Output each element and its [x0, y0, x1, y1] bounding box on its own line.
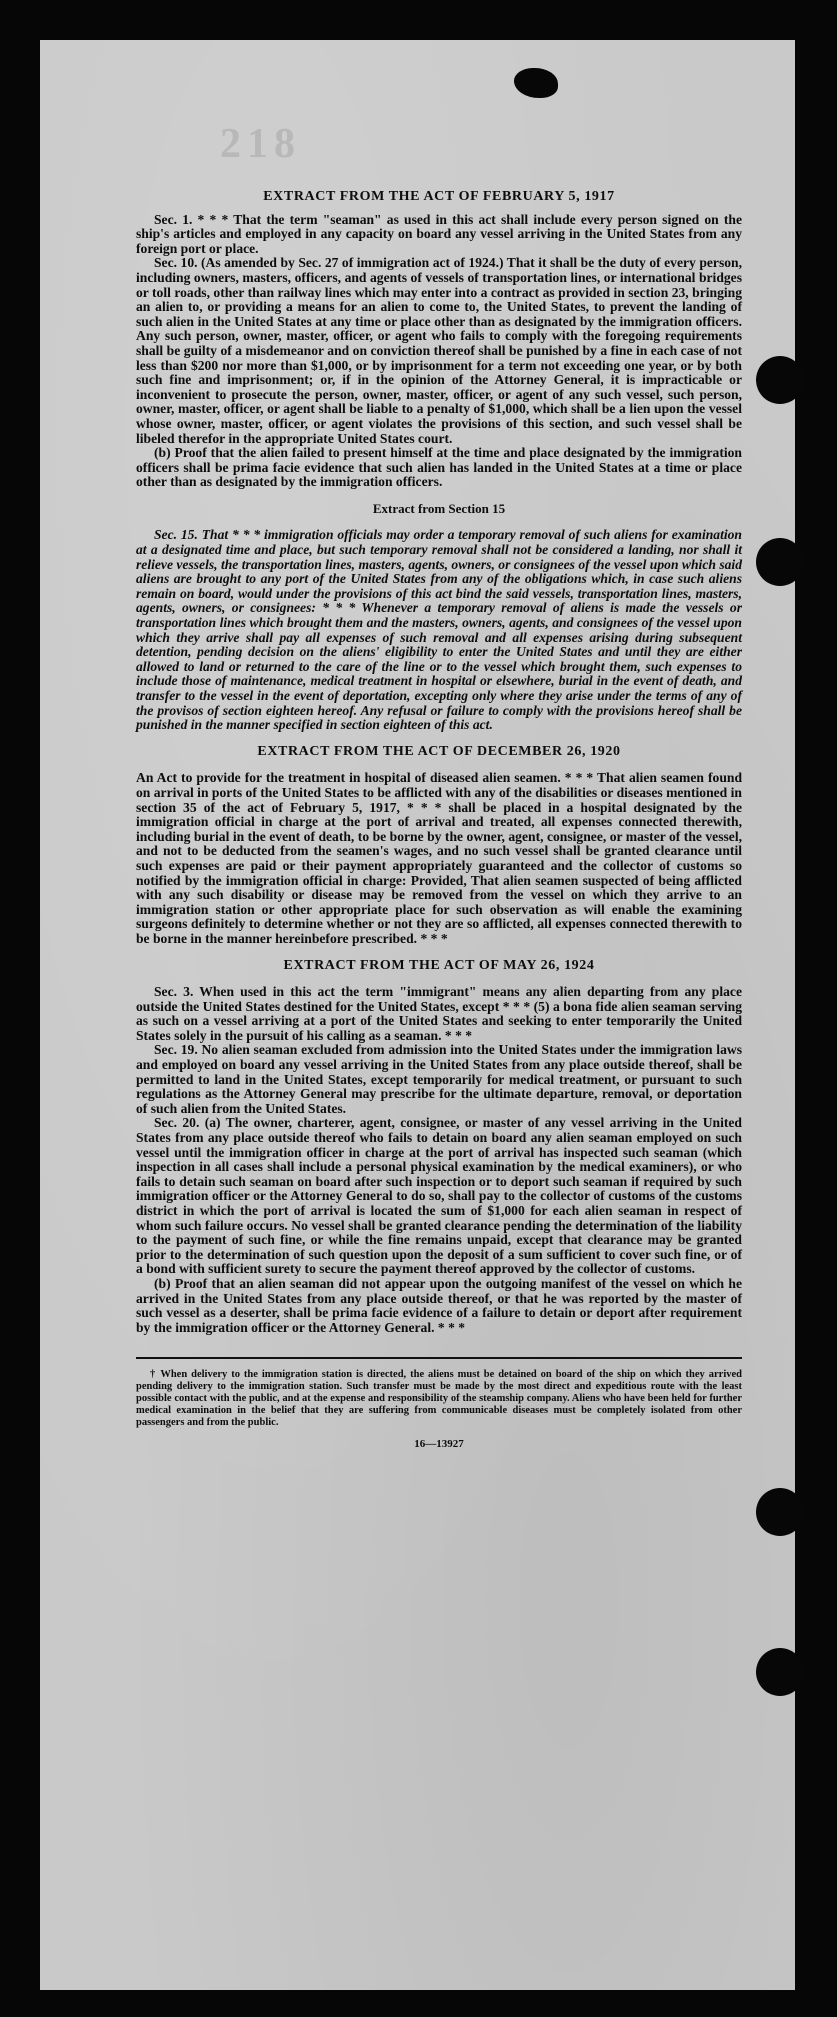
paragraph-act-1920: An Act to provide for the treatment in hospital of diseased alien seamen. * * * That alien seamen found on arrival in ports of the United States to be afflicted with any of the disabilities or diseases mentioned in section 35 of the act of February 5, 1917, * * * shall be placed in a hospital designated by the immigration official in charge at the port of arrival and treated, all expenses connected therewith, including burial in the event of death, to be borne by the owner, agent, consignee, or master of the vessel, and not to be deducted from the seamen's wages, and no such vessel shall be granted clearance until such expenses are paid or their payment appropriately guaranteed and the collector of customs so notified by the immigration official in charge: Provided, That alien seamen suspected of being afflicted with any such disability or disease may be removed from the vessel on which they arrive to an immigration station or other appropriate place for such observation as will enable the examining surgeons definitely to determine whether or not they are so afflicted, all expenses connected therewith to be borne in the manner hereinbefore prescribed. * * * — [136, 770, 742, 946]
footnote: † When delivery to the immigration station is directed, the aliens must be detained on board of the ship on which they arrived pending delivery to the immigration station. Such transfer must be made by the most direct and expeditious route with the least possible contact with the public, and at the expense and responsibility of the steamship company. Aliens who have been held for further medical examination in the belief that they are suffering from communicable diseases must be completely isolated from other passengers and from the public. — [136, 1369, 742, 1429]
punch-hole-1 — [756, 356, 804, 404]
paragraph-sec-3: Sec. 3. When used in this act the term "immigrant" means any alien departing from any place outside the United States destined for the United States, except * * * (5) a bona fide alien seaman serving as such on a vessel arriving at a port of the United States and seeking to enter temporarily the United States solely in the pursuit of his calling as a seaman. * * * — [136, 984, 742, 1043]
punch-hole-3 — [756, 1488, 804, 1536]
paragraph-sec-19: Sec. 19. No alien seaman excluded from admission into the United States under the immigration laws and employed on board any vessel arriving in the United States from any place outside thereof, shall be permitted to land in the United States, except temporarily for medical treatment, or pursuant to such regulations as the Attorney General may prescribe for the ultimate departure, removal, or deportation of such alien from the United States. — [136, 1042, 742, 1116]
ink-blot — [514, 68, 558, 98]
section-heading-1920: EXTRACT FROM THE ACT OF DECEMBER 26, 1920 — [257, 743, 621, 759]
document-body — [136, 190, 742, 1452]
punch-hole-4 — [756, 1648, 804, 1696]
paragraph-sec-10: Sec. 10. (As amended by Sec. 27 of immigration act of 1924.) That it shall be the duty of every person, including owners, masters, officers, and agents of vessels of transportation lines, or international bridges or toll roads, other than railway lines which may enter into a contract as provided in section 23, bringing an alien to, or providing a means for an alien to come to, the United States, to prevent the landing of such alien in the United States at any time or place other than as designated by the immigration officers. Any such person, owner, master, officer, or agent who fails to comply with the foregoing requirements shall be guilty of a misdemeanor and on conviction thereof shall be punished by a fine in each case of not less than $200 nor more than $1,000, or by imprisonment for a term not exceeding one year, or by both such fine and imprisonment; or, if in the opinion of the Attorney General, it is impracticable or inconvenient to prosecute the person, owner, master, officer, or agent of any such vessel, such person, owner, master, officer, or agent shall be liable to a penalty of $1,000, which shall be a lien upon the vessel whose owner, master, officer, or agent violates the provisions of this section, and such vessel shall be libeled therefor in the appropriate United States court. — [136, 255, 742, 446]
paragraph-sec-10b: (b) Proof that the alien failed to present himself at the time and place designated by the immigration officers shall be prima facie evidence that such alien has landed in the United States at a time or place other than as designated by the immigration officers. — [136, 445, 742, 490]
punch-hole-2 — [756, 538, 804, 586]
section-heading-1917: EXTRACT FROM THE ACT OF FEBRUARY 5, 1917 — [263, 189, 615, 204]
ghost-page-number: 218 — [220, 121, 301, 167]
paragraph-sec-15: Sec. 15. That * * * immigration officials may order a temporary removal of such aliens for examination at a designated time and place, but such temporary removal shall not be considered a landing, nor shall it relieve vessels, the transportation lines, masters, agents, owners, or consignees of the vessel upon which said aliens are brought to any port of the United States from any of the obligations which, in case such aliens remain on board, would under the provisions of this act bind the said vessels, transportation lines, masters, agents, owners, or consignees: * * * Whenever a temporary removal of aliens is made the vessels or transportation lines which brought them and the masters, owners, agents, and consignees of the vessel upon which they arrive shall pay all expenses of such removal and all expenses arising during subsequent detention, pending decision on the aliens' eligibility to enter the United States and until they are either allowed to land or returned to the care of the line or to the vessel which brought them, such expenses to include those of maintenance, medical treatment in hospital or elsewhere, burial in the event of death, and transfer to the vessel in the event of deportation, excepting only where they arise under the terms of any of the provisos of section eighteen hereof. Any refusal or failure to comply with the provisions hereof shall be punished in the manner specified in section eighteen of this act. — [136, 527, 742, 733]
document-page — [40, 40, 795, 1990]
paragraph-sec-20a: Sec. 20. (a) The owner, charterer, agent, consignee, or master of any vessel arriving in the United States from any place outside thereof who fails to detain on board any alien seaman employed on such vessel until the immigration officer in charge at the port of arrival has inspected such seaman (which inspection in all cases shall include a personal physical examination by the medical examiners), or who fails to detain such seaman on board after such inspection or to deport such seaman if required by such immigration officer or the Attorney General to do so, shall pay to the collector of customs of the customs district in which the port of arrival is located the sum of $1,000 for each alien seaman in respect of whom such failure occurs. No vessel shall be granted clearance pending the determination of the liability to the payment of such fine, or while the fine remains unpaid, except that clearance may be granted prior to the determination of such question upon the deposit of a sum sufficient to cover such fine, or of a bond with sufficient surety to secure the payment thereof approved by the collector of customs. — [136, 1115, 742, 1277]
paragraph-sec-1: Sec. 1. * * * That the term "seaman" as used in this act shall include every person signed on the ship's articles and employed in any capacity on board any vessel arriving in the United States from any foreign port or place. — [136, 211, 742, 256]
section-heading-sec-15: Extract from Section 15 — [372, 500, 506, 516]
section-heading-1924: EXTRACT FROM THE ACT OF MAY 26, 1924 — [283, 957, 595, 973]
page-code: 16—13927 — [414, 1438, 464, 1451]
paragraph-sec-20b: (b) Proof that an alien seaman did not appear upon the outgoing manifest of the vessel on which he arrived in the United States from any place outside thereof, or that he was reported by the master of such vessel as a deserter, shall be prima facie evidence of a failure to detain or deport after requirement by the immigration officer or the Attorney General. * * * — [136, 1275, 742, 1335]
footnote-divider — [136, 1357, 742, 1359]
